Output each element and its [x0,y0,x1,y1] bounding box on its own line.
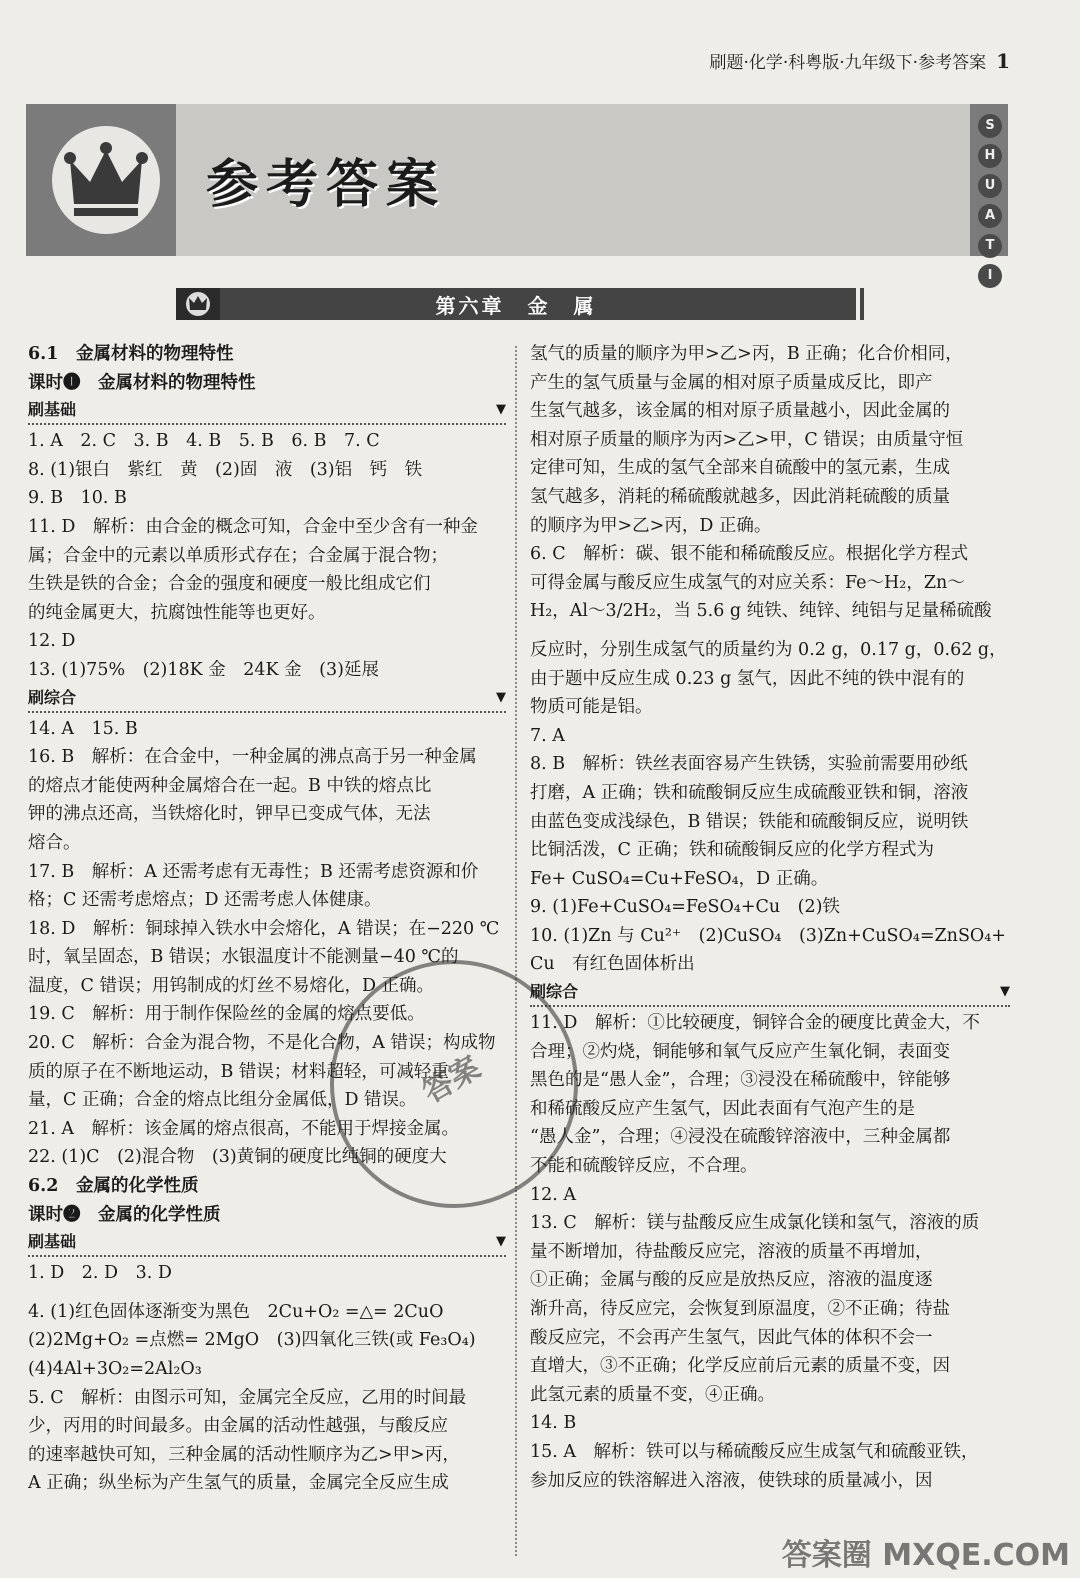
chapter-bar-edge [860,288,864,320]
answer-line: 10. (1)Zn 与 Cu²⁺ (2)CuSO₄ (3)Zn+CuSO₄=ZnSO₄+ [530,925,1006,946]
answer-line: 5. C 解析：由图示可知，金属完全反应，乙用的时间最 [28,1387,467,1408]
answer-line: 14. A 15. B [28,718,138,739]
answer-line: 氢气的质量的顺序为甲>乙>丙，B 正确；化合价相同， [530,344,963,364]
answer-line: 14. B [530,1413,577,1434]
answer-line: 16. B 解析：在合金中，一种金属的沸点高于另一种金属 [28,747,477,768]
stamp-text: 答案 [417,1049,487,1111]
answer-line: 物质可能是铝。 [530,697,653,718]
answer-line: 9. B 10. B [28,488,127,509]
answer-line: 12. A [530,1184,577,1205]
answer-line: 的纯金属更大，抗腐蚀性能等也更好。 [28,602,326,623]
vertical-letters [978,114,1004,288]
exercise-band-label: 刷基础 [28,400,77,420]
answer-line: 熔合。 [28,832,81,853]
answer-line: 12. D [28,631,76,652]
answer-line: 合理；②灼烧，铜能够和氧气反应产生氧化铜，表面变 [530,1041,950,1062]
right-column [530,340,1010,1495]
spacer [28,1288,506,1298]
answer-line: H₂，Al～3/2H₂，当 5.6 g 纯铁、纯锌、纯铝与足量稀硫酸 [530,601,992,622]
answer-line: 生氢气越多，该金属的相对原子质量越小，因此金属的 [530,401,950,422]
triangle-down-icon: ▼ [1000,984,1010,1000]
answer-line: 酸反应完，不会再产生氢气，因此气体的体积不会一 [530,1327,933,1348]
answer-line: 的熔点才能使两种金属熔合在一起。B 中铁的熔点比 [28,775,432,796]
section-heading: 6.2 金属的化学性质 [28,1176,199,1197]
answer-line: 22. (1)C (2)混合物 (3)黄铜的硬度比纯铜的硬度大 [28,1147,447,1168]
answer-line: 温度，C 错误；用钨制成的灯丝不易熔化，D 正确。 [28,975,435,996]
answer-line: 6. C 解析：碳、银不能和稀硫酸反应。根据化学方程式 [530,544,969,565]
answer-line: 生铁是铁的合金；合金的强度和硬度一般比组成它们 [28,574,431,595]
answer-line: 18. D 解析：铜球掉入铁水中会熔化，A 错误；在−220 ℃ [28,918,500,939]
answer-line: 17. B 解析：A 还需考虑有无毒性；B 还需考虑资源和价 [28,861,479,882]
exercise-band [28,685,506,713]
watermark: 答案圈 MXQE.COM [781,1538,1070,1573]
answer-line: 质的原子在不断地运动，B 错误；材料超轻，可减轻重 [28,1061,449,1082]
running-head-text: 刷题·化学·科粤版·九年级下·参考答案 [709,53,987,73]
triangle-down-icon: ▼ [496,689,506,705]
title-banner [26,104,1008,283]
answer-line: (4)4Al+3O₂=2Al₂O₃ [28,1359,202,1379]
spacer [530,626,1010,636]
answer-line: 1. A 2. C 3. B 4. B 5. B 6. B 7. C [28,431,380,452]
page-title: 参考答案 [206,155,447,215]
answer-line: 钾的沸点还高，当铁熔化时，钾早已变成气体，无法 [28,804,431,825]
answer-line: 由于题中反应生成 0.23 g 氢气，因此不纯的铁中混有的 [530,668,965,689]
answer-line: 20. C 解析：合金为混合物，不是化合物，A 错误；构成物 [28,1033,496,1054]
triangle-down-icon: ▼ [496,402,506,418]
chapter-title: 第六章 金 属 [435,294,597,318]
answer-line: 反应时，分别生成氢气的质量约为 0.2 g，0.17 g，0.62 g， [530,639,1007,660]
exercise-band [530,979,1010,1007]
answer-line: 直增大，③不正确；化学反应前后元素的质量不变，因 [530,1356,950,1377]
answer-line: 相对原子质量的顺序为丙>乙>甲，C 错误；由质量守恒 [530,429,964,450]
answer-line: 8. B 解析：铁丝表面容易产生铁锈，实验前需要用砂纸 [530,754,968,775]
exercise-band-label: 刷综合 [28,687,77,707]
section-heading: 6.1 金属材料的物理特性 [28,344,234,364]
answer-line: Cu 有红色固体析出 [530,954,695,975]
answer-line: 量，C 正确；合金的熔点比组分金属低，D 错误。 [28,1090,417,1111]
answer-line: 19. C 解析：用于制作保险丝的金属的熔点要低。 [28,1004,425,1025]
answer-line: 定律可知，生成的氢气全部来自硫酸中的氢元素，生成 [530,458,950,479]
answer-line: (2)2Mg+O₂ =点燃= 2MgO (3)四氧化三铁(或 Fe₃O₄) [28,1330,476,1351]
answer-line: 时，氧呈固态，B 错误；水银温度计不能测量−40 ℃的 [28,947,459,968]
answer-line: 不能和硫酸锌反应，不合理。 [530,1156,758,1177]
answer-line: 的顺序为甲>乙>丙，D 正确。 [530,515,772,536]
answer-line: 属；合金中的元素以单质形式存在；合金属于混合物； [28,545,448,566]
answer-line: 氢气越多，消耗的稀硫酸就越多，因此消耗硫酸的质量 [530,486,950,507]
answer-line: 的速率越快可知，三种金属的活动性顺序为乙>甲>丙， [28,1444,460,1465]
answer-line: 15. A 解析：铁可以与稀硫酸反应生成氢气和硫酸亚铁， [530,1441,979,1462]
answer-line: 黑色的是“愚人金”，合理；③浸没在稀硫酸中，锌能够 [530,1070,951,1091]
column-divider [515,346,517,1556]
answer-line: 13. (1)75% (2)18K 金 24K 金 (3)延展 [28,659,379,680]
answer-line: ①正确；金属与酸的反应是放热反应，溶液的温度逐 [530,1270,933,1291]
vertical-letter: U [978,174,1002,198]
answer-line: 少，丙用的时间最多。由金属的活动性越强，与酸反应 [28,1416,448,1437]
exercise-band [28,1229,506,1257]
crown-logo-icon [52,126,160,234]
left-column [28,340,506,1498]
vertical-letter: T [978,234,1002,258]
answer-line: 7. A [530,725,565,746]
answer-line: 8. (1)银白 紫红 黄 (2)固 液 (3)铝 钙 铁 [28,459,423,480]
answer-line: Fe+ CuSO₄=Cu+FeSO₄，D 正确。 [530,868,829,889]
answer-line: 比铜活泼，C 正确；铁和硫酸铜反应的化学方程式为 [530,840,934,861]
answer-line: 和稀硫酸反应产生氢气，因此表面有气泡产生的是 [530,1098,915,1119]
answer-line: 由蓝色变成浅绿色，B 错误；铁能和硫酸铜反应，说明铁 [530,811,969,832]
exercise-band-label: 刷综合 [530,982,579,1002]
answer-line: 格；C 还需考虑熔点；D 还需考虑人体健康。 [28,890,382,911]
answer-line: 渐升高，待反应完，会恢复到原温度，②不正确；待盐 [530,1299,950,1319]
answer-line: 9. (1)Fe+CuSO₄=FeSO₄+Cu (2)铁 [530,897,840,918]
answer-line: “愚人金”，合理；④浸没在硫酸锌溶液中，三种金属都 [530,1127,951,1148]
answer-line: 21. A 解析：该金属的熔点很高，不能用于焊接金属。 [28,1118,460,1139]
chapter-bar [176,288,856,320]
section-heading: 课时❶ 金属材料的物理特性 [28,372,256,393]
answer-line: 13. C 解析：镁与盐酸反应生成氯化镁和氢气，溶液的质 [530,1213,980,1234]
answer-line: 11. D 解析：①比较硬度，铜锌合金的硬度比黄金大，不 [530,1013,980,1034]
exercise-band [28,397,506,425]
answer-line: 1. D 2. D 3. D [28,1263,172,1284]
triangle-down-icon: ▼ [496,1234,506,1250]
answer-line: 此氢元素的质量不变，④正确。 [530,1384,775,1405]
vertical-letter: I [978,264,1002,288]
answer-line: 4. (1)红色固体逐渐变为黑色 2Cu+O₂ =△= 2CuO [28,1301,444,1322]
answer-line: 产生的氢气质量与金属的相对原子质量成反比，即产 [530,372,933,393]
answer-line: 量不断增加，待盐酸反应完，溶液的质量不再增加， [530,1241,933,1262]
exercise-band-label: 刷基础 [28,1232,77,1252]
answer-line: A 正确；纵坐标为产生氢气的质量，金属完全反应生成 [28,1473,449,1494]
page-number: 1 [996,49,1010,73]
vertical-letter: H [978,144,1002,168]
vertical-letter: S [978,114,1002,138]
vertical-letter: A [978,204,1002,228]
running-head [709,48,1010,73]
answer-line: 打磨，A 正确；铁和硫酸铜反应生成硫酸亚铁和铜，溶液 [530,782,969,803]
answer-line: 11. D 解析：由合金的概念可知，合金中至少含有一种金 [28,516,478,537]
answer-line: 参加反应的铁溶解进入溶液，使铁球的质量减小，因 [530,1470,933,1491]
answer-line: 可得金属与酸反应生成氢气的对应关系：Fe～H₂，Zn～ [530,572,965,593]
section-heading: 课时❷ 金属的化学性质 [28,1204,221,1225]
